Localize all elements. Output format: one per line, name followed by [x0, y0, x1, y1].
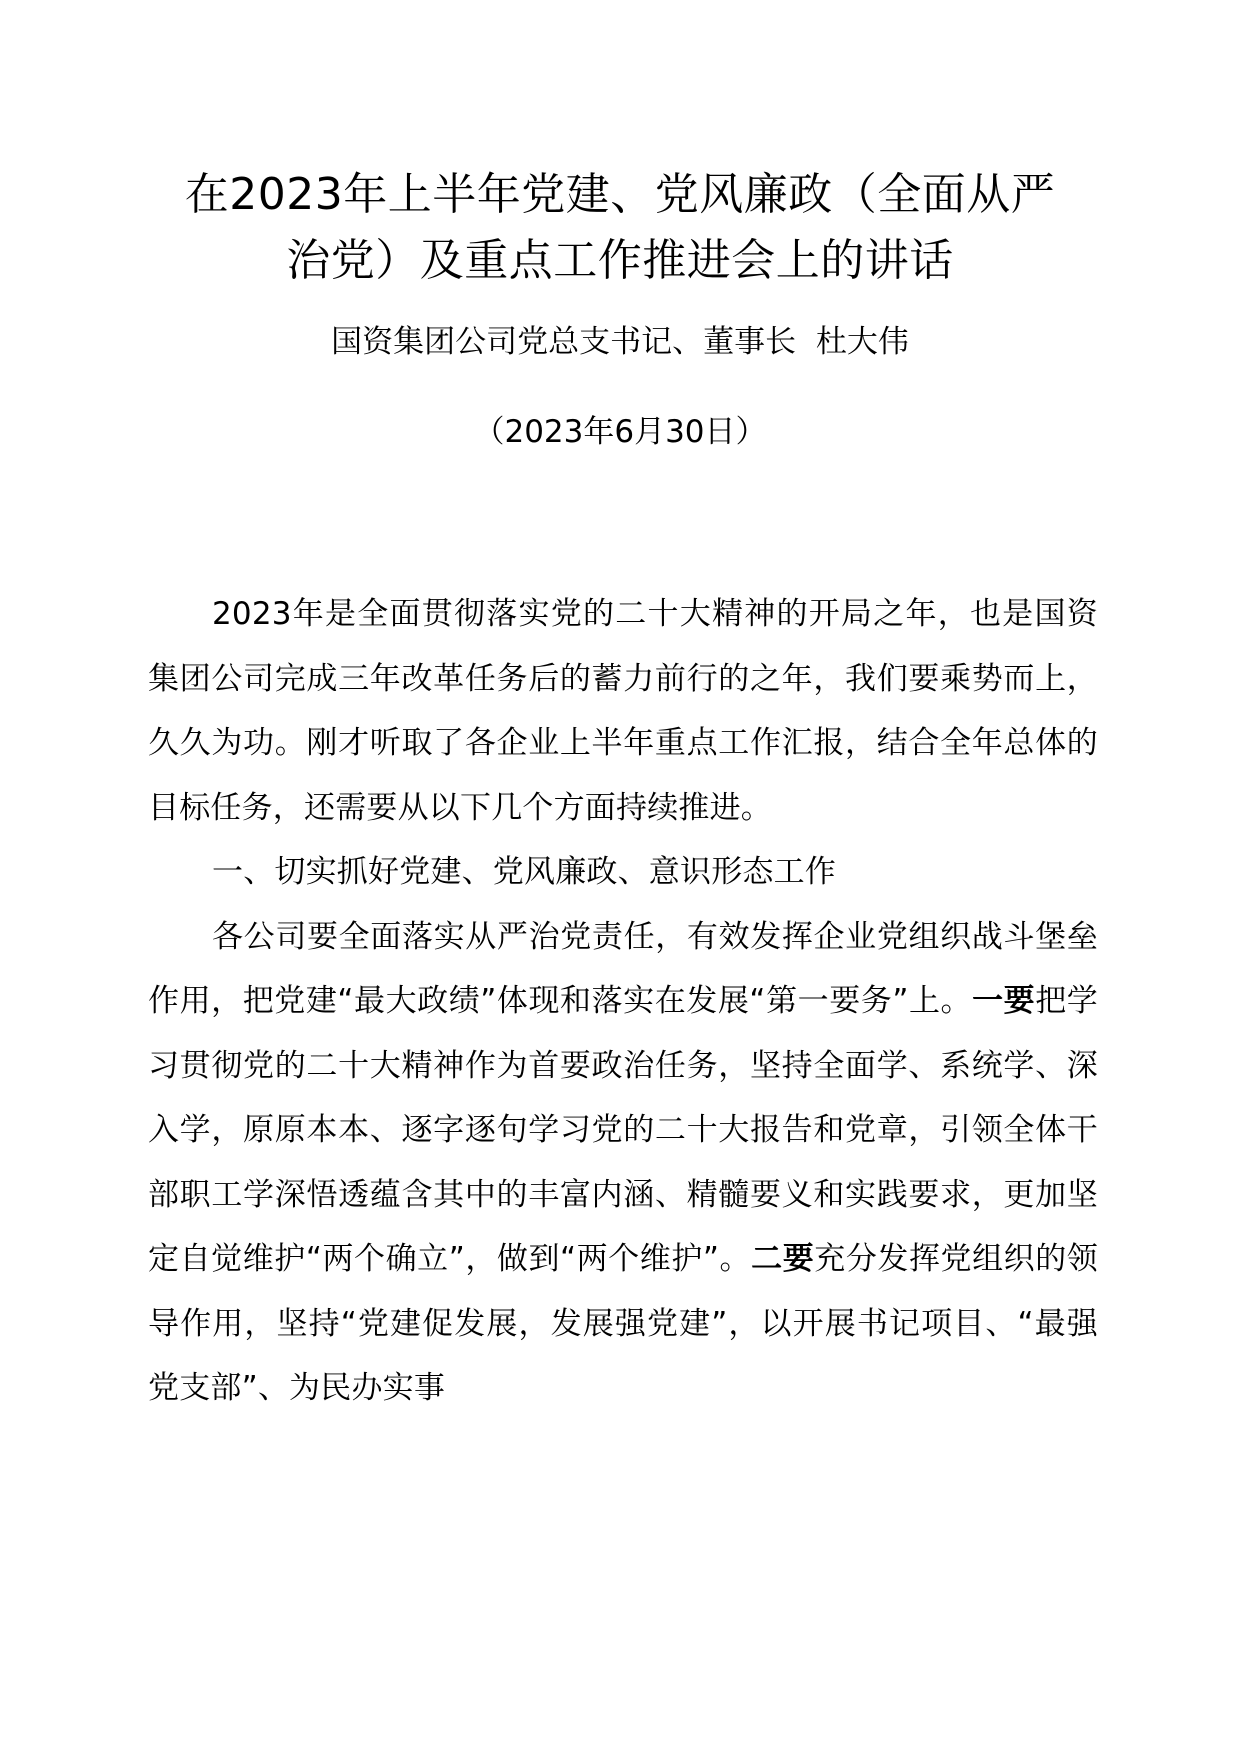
point-one-label: 一要	[972, 983, 1036, 1019]
title-line-1: 在2023年上半年党建、党风廉政（全面从严	[184, 169, 1056, 220]
speech-body	[148, 582, 1098, 1421]
document-title	[150, 162, 1090, 294]
speaker-byline: 国资集团公司党总支书记、董事长 杜大伟	[331, 324, 909, 360]
section-1-text-b: 把学习贯彻党的二十大精神作为首要政治任务，坚持全面学、系统学、深入学，原原本本、逐字逐句学习党的二十大报告和党章，引领全体干部职工学深悟透蕴含其中的丰富内涵、精髓要义和实践要求，更加坚定自觉维护“两个确立”，做到“两个维护”。	[148, 983, 1099, 1277]
section-heading-1: 一、切实抓好党建、党风廉政、意识形态工作	[212, 854, 836, 890]
section-1-text-a: 各公司要全面落实从严治党责任，有效发挥企业党组织战斗堡垒作用，把党建“最大政绩”体现和落实在发展“第一要务”上。	[148, 918, 1098, 1019]
speech-date: （2023年6月30日）	[473, 414, 767, 450]
section-1-paragraph	[148, 905, 1098, 1421]
intro-paragraph: 2023年是全面贯彻落实党的二十大精神的开局之年，也是国资集团公司完成三年改革任务后的蓄力前行的之年，我们要乘势而上，久久为功。刚才听取了各企业上半年重点工作汇报，结合全年总体的目标任务，还需要从以下几个方面持续推进。	[148, 596, 1098, 826]
title-line-2: 治党）及重点工作推进会上的讲话	[286, 235, 954, 286]
section-1-text-c: 充分发挥党组织的领导作用，坚持“党建促发展，发展强党建”，以开展书记项目、“最强党支部”、为民办实事	[148, 1241, 1098, 1406]
point-two-label: 二要	[751, 1241, 815, 1277]
